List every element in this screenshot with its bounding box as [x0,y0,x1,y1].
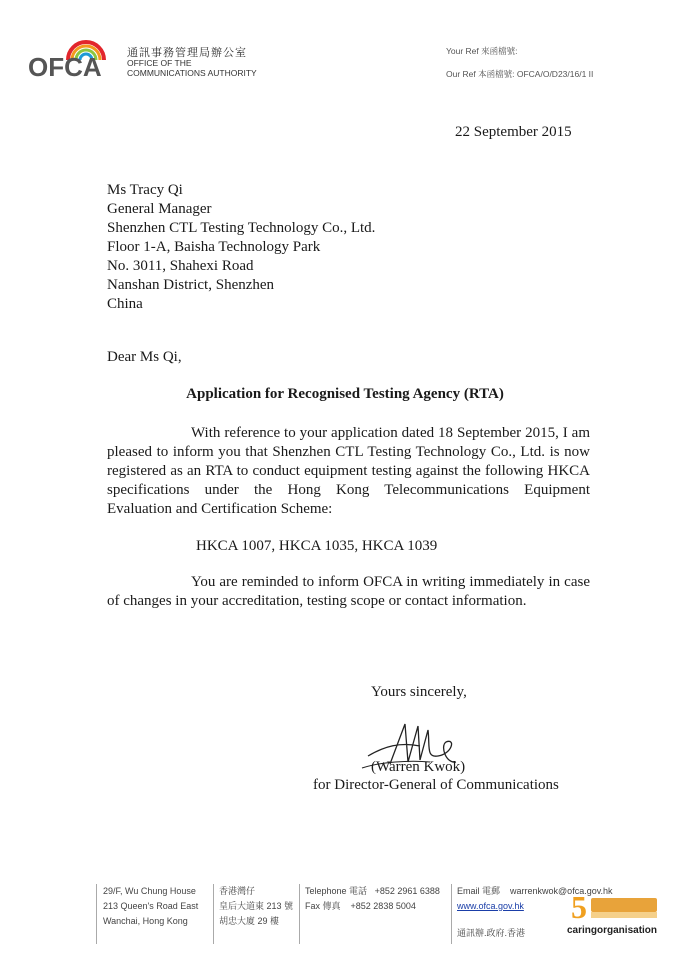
address-line: 香港灣仔 [219,886,256,896]
org-name-zh: 通訊事務管理局辦公室 [127,47,247,59]
badge-text: caringorganisation [567,925,658,936]
our-ref-label: Our Ref 本函檔號: [446,69,515,79]
gov-domain-zh: 通訊辦.政府.香港 [457,928,526,938]
address-line: 29/F, Wu Chung House [103,886,196,896]
recipient-name: Ms Tracy Qi [107,182,183,198]
org-name-en [127,58,257,78]
paragraph-2: You are reminded to inform OFCA in writing immediately in case of changes in your accreditation, testing scope or contact information. [107,574,590,609]
recipient-address-line: Floor 1-A, Baisha Technology Park [107,239,321,255]
recipient-address-line: Nanshan District, Shenzhen [107,277,275,293]
badge-years: 5 [571,889,587,925]
recipient-company: Shenzhen CTL Testing Technology Co., Ltd. [107,220,376,236]
footer-phone-fax [305,884,440,914]
paragraph-1: With reference to your application dated 18 September 2015, I am pleased to inform you that Shenzhen CTL Testing Technology Co., Ltd. is now registered as an RTA to conduct equipment testing against the following HKCA specifications under the Hong Kong Telecommunications Equipment Evaluation and Certification Scheme: [107,425,590,517]
address-line: 皇后大道東 213 號 [219,901,294,911]
closing: Yours sincerely, [371,684,467,700]
letter-date: 22 September 2015 [455,124,572,140]
telephone-row [305,884,440,899]
your-ref-label: Your Ref 來函檔號: [446,46,518,56]
address-line: Wanchai, Hong Kong [103,916,188,926]
address-line: 213 Queen's Road East [103,901,199,911]
footer-address-en [103,884,198,929]
fax-number: +852 2838 5004 [350,901,416,911]
org-name-en-line1: OFFICE OF THE [127,58,192,68]
recipient-address-line: No. 3011, Shahexi Road [107,258,254,274]
letter-subject: Application for Recognised Testing Agency (RTA) [186,386,504,402]
recipient-title: General Manager [107,201,212,217]
greeting: Dear Ms Qi, [107,349,182,365]
logo-text: OFCA [28,52,102,82]
fax-row [305,899,440,914]
email-label: Email 電郵 [457,886,501,896]
signatory-title: for Director-General of Communications [313,777,559,793]
hkca-specifications: HKCA 1007, HKCA 1035, HKCA 1039 [196,538,438,554]
address-line: 胡忠大廈 29 樓 [219,916,280,926]
website-link[interactable]: www.ofca.gov.hk [457,901,524,911]
signatory-name: (Warren Kwok) [371,759,466,775]
email-address[interactable]: warrenkwok@ofca.gov.hk [510,886,613,896]
telephone-label: Telephone 電話 [305,886,368,896]
telephone-number: +852 2961 6388 [374,886,440,896]
our-ref [446,68,593,80]
footer-address-zh [219,884,293,929]
recipient-country: China [107,296,143,312]
our-ref-value: OFCA/O/D23/16/1 II [516,69,594,79]
ofca-logo [28,38,123,82]
org-name-en-line2: COMMUNICATIONS AUTHORITY [127,68,257,78]
recipient-address [107,181,375,314]
fax-label: Fax 傳真 [305,901,341,911]
